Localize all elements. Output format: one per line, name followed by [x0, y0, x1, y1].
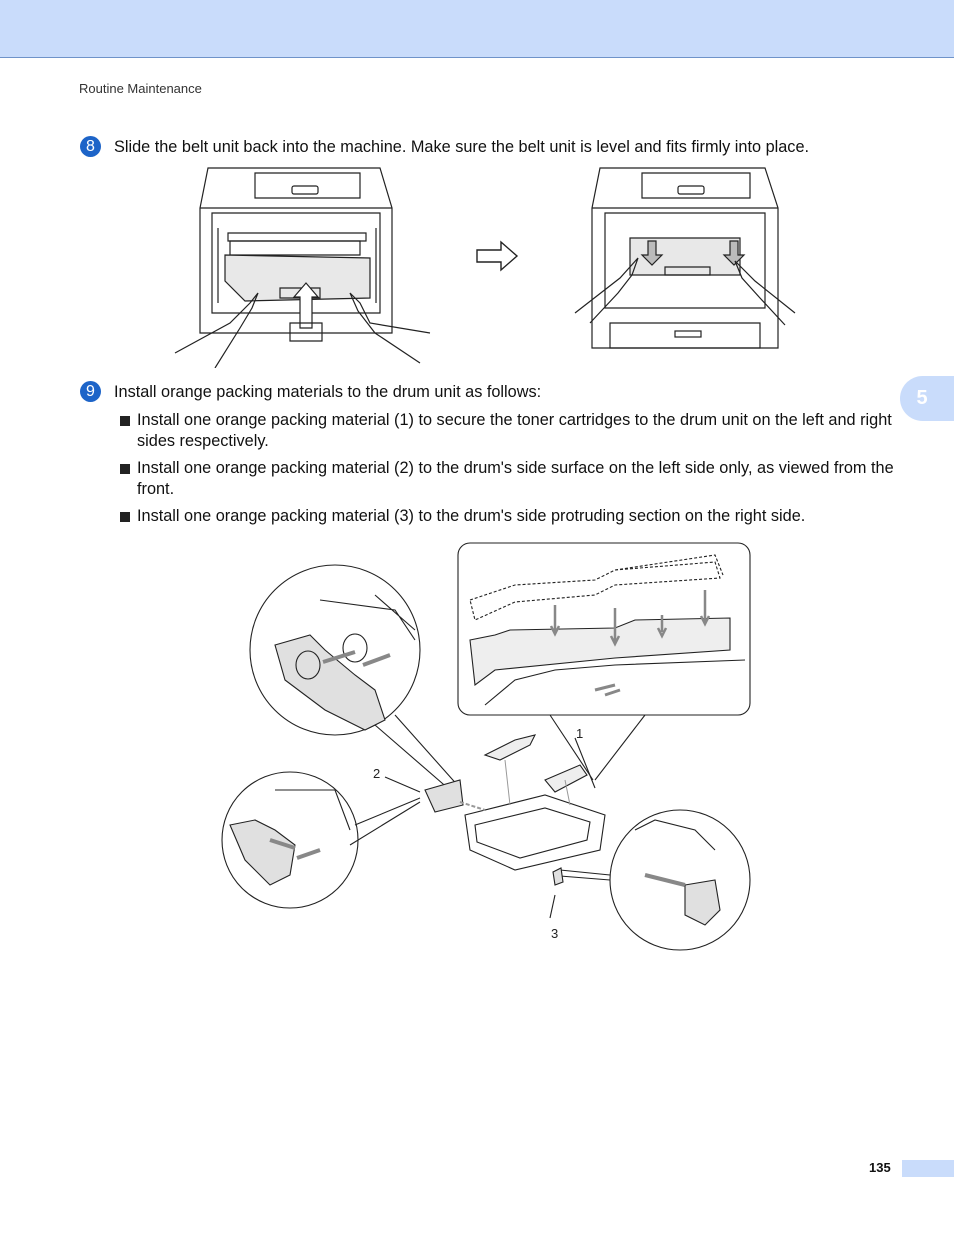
bullet-item-1: [120, 410, 895, 452]
belt-seated-illustration: [570, 163, 800, 353]
top-header-band: [0, 0, 954, 58]
step-9-badge: 9: [80, 381, 101, 402]
belt-insert-illustration: [170, 163, 440, 368]
step-9-text: Install orange packing materials to the drum unit as follows:: [114, 383, 542, 401]
running-header: Routine Maintenance: [79, 81, 202, 96]
chapter-number: 5: [916, 387, 928, 409]
next-arrow-icon: [475, 240, 520, 272]
step-8-text: Slide the belt unit back into the machine. Make sure the belt unit is level and fits firmly into place.: [114, 138, 810, 156]
step-8-badge: 8: [80, 136, 101, 157]
bullet-square-icon: [120, 464, 130, 474]
bullet-text-2: Install one orange packing material (2) to the drum's side surface on the left side only, as viewed from the front.: [137, 459, 894, 498]
bullet-text-3: Install one orange packing material (3) to the drum's side protruding section on the right side.: [137, 507, 806, 525]
bullet-square-icon: [120, 416, 130, 426]
bullet-item-3: [120, 506, 895, 527]
footer-band: [902, 1160, 954, 1177]
callout-label-3: 3: [551, 926, 559, 941]
chapter-tab: [900, 376, 954, 421]
bullet-square-icon: [120, 512, 130, 522]
callout-label-2: 2: [373, 766, 381, 781]
page-number: 135: [869, 1160, 891, 1175]
bullet-text-1: Install one orange packing material (1) to secure the toner cartridges to the drum unit on the left and right sides respectively.: [137, 411, 892, 450]
bullet-item-2: [120, 458, 895, 500]
callout-label-1: 1: [576, 726, 584, 741]
packing-materials-illustration: [215, 540, 760, 955]
